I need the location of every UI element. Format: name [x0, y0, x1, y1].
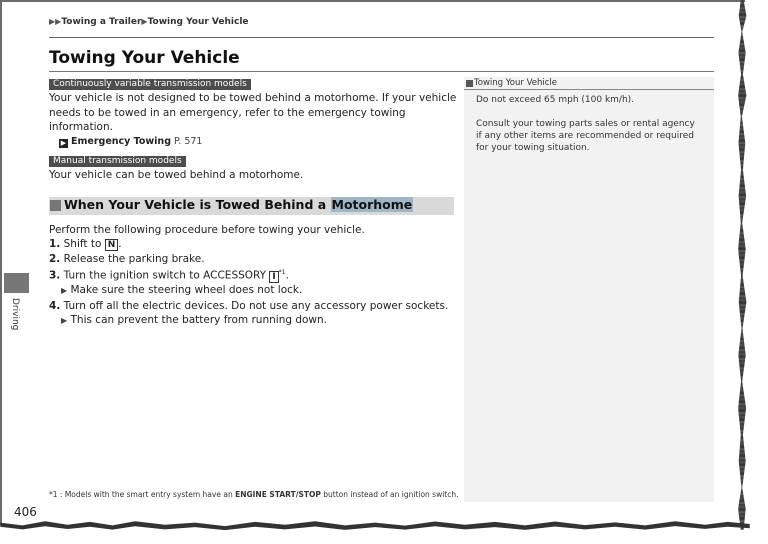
- ref-page: P. 571: [174, 135, 203, 147]
- cvt-models-tag: Continuously variable transmission models: [49, 79, 251, 90]
- ref-title: Emergency Towing: [71, 135, 171, 147]
- manual-models-tag: Manual transmission models: [49, 156, 186, 167]
- step-4: 4. Turn off all the electric devices. Do not use any accessory power sockets.: [49, 299, 449, 312]
- breadcrumb-arrow-icon: ▶▶: [49, 17, 62, 26]
- sidebar-header: [464, 77, 714, 90]
- header-divider: [49, 37, 714, 38]
- note-arrow-icon: ▶: [61, 286, 68, 295]
- note-arrow-icon: ▶: [61, 316, 68, 325]
- step-4-note: ▶ This can prevent the battery from running down.: [61, 314, 328, 326]
- procedure-intro: Perform the following procedure before towing your vehicle.: [49, 223, 365, 236]
- cvt-paragraph: Your vehicle is not designed to be towed behind a motorhome. If your vehicle needs to be towed in an emergency, refer to the emergency towing information.: [49, 92, 457, 133]
- manual-paragraph: Your vehicle can be towed behind a motorhome.: [49, 169, 304, 181]
- step-1: 1. Shift to N .: [49, 238, 122, 250]
- breadcrumb-item-towing-vehicle[interactable]: Towing Your Vehicle: [147, 17, 249, 27]
- sidebar-note: [464, 77, 714, 502]
- footnote: *1 : Models with the smart entry system have an ENGINE START/STOP button instead of an ignition switch.: [49, 490, 459, 499]
- emergency-towing-link[interactable]: [49, 135, 459, 150]
- breadcrumb-item-towing-trailer[interactable]: Towing a Trailer: [61, 17, 142, 27]
- sidebar-paragraph: Do not exceed 65 mph (100 km/h).: [476, 95, 635, 105]
- footnote-marker: *1: [278, 269, 286, 276]
- accessory-key-icon: I: [269, 271, 278, 283]
- main-content: [49, 76, 459, 329]
- section-heading-text: When Your Vehicle is Towed Behind a: [64, 197, 331, 213]
- sidebar-body: [464, 90, 714, 158]
- sidebar-paragraph: Consult your towing parts sales or rental agency if any other items are recommended or required for your towing situation.: [476, 119, 695, 153]
- highlighted-word: Motorhome: [331, 197, 413, 213]
- reference-icon: ▶: [60, 138, 67, 147]
- section-heading: [49, 197, 454, 215]
- step-3: 3. Turn the ignition switch to ACCESSORY I $^{*1}$.: [49, 269, 289, 282]
- step-2: 2. Release the parking brake.: [49, 252, 205, 265]
- breadcrumb: [49, 17, 249, 27]
- page-number: 406: [14, 505, 37, 519]
- chapter-tab-marker: [4, 273, 29, 293]
- sidebar-square-icon: [466, 80, 473, 87]
- title-divider: [49, 71, 714, 72]
- section-square-icon: [50, 200, 61, 211]
- gear-n-key-icon: N: [105, 239, 119, 251]
- step-3-note: ▶ Make sure the steering wheel does not lock.: [61, 284, 303, 296]
- chapter-label: Driving: [10, 298, 20, 331]
- procedure: [49, 223, 459, 329]
- sidebar-header-text: Towing Your Vehicle: [474, 78, 557, 88]
- breadcrumb-arrow-icon: ▶: [141, 17, 148, 26]
- page-title: Towing Your Vehicle: [49, 48, 240, 68]
